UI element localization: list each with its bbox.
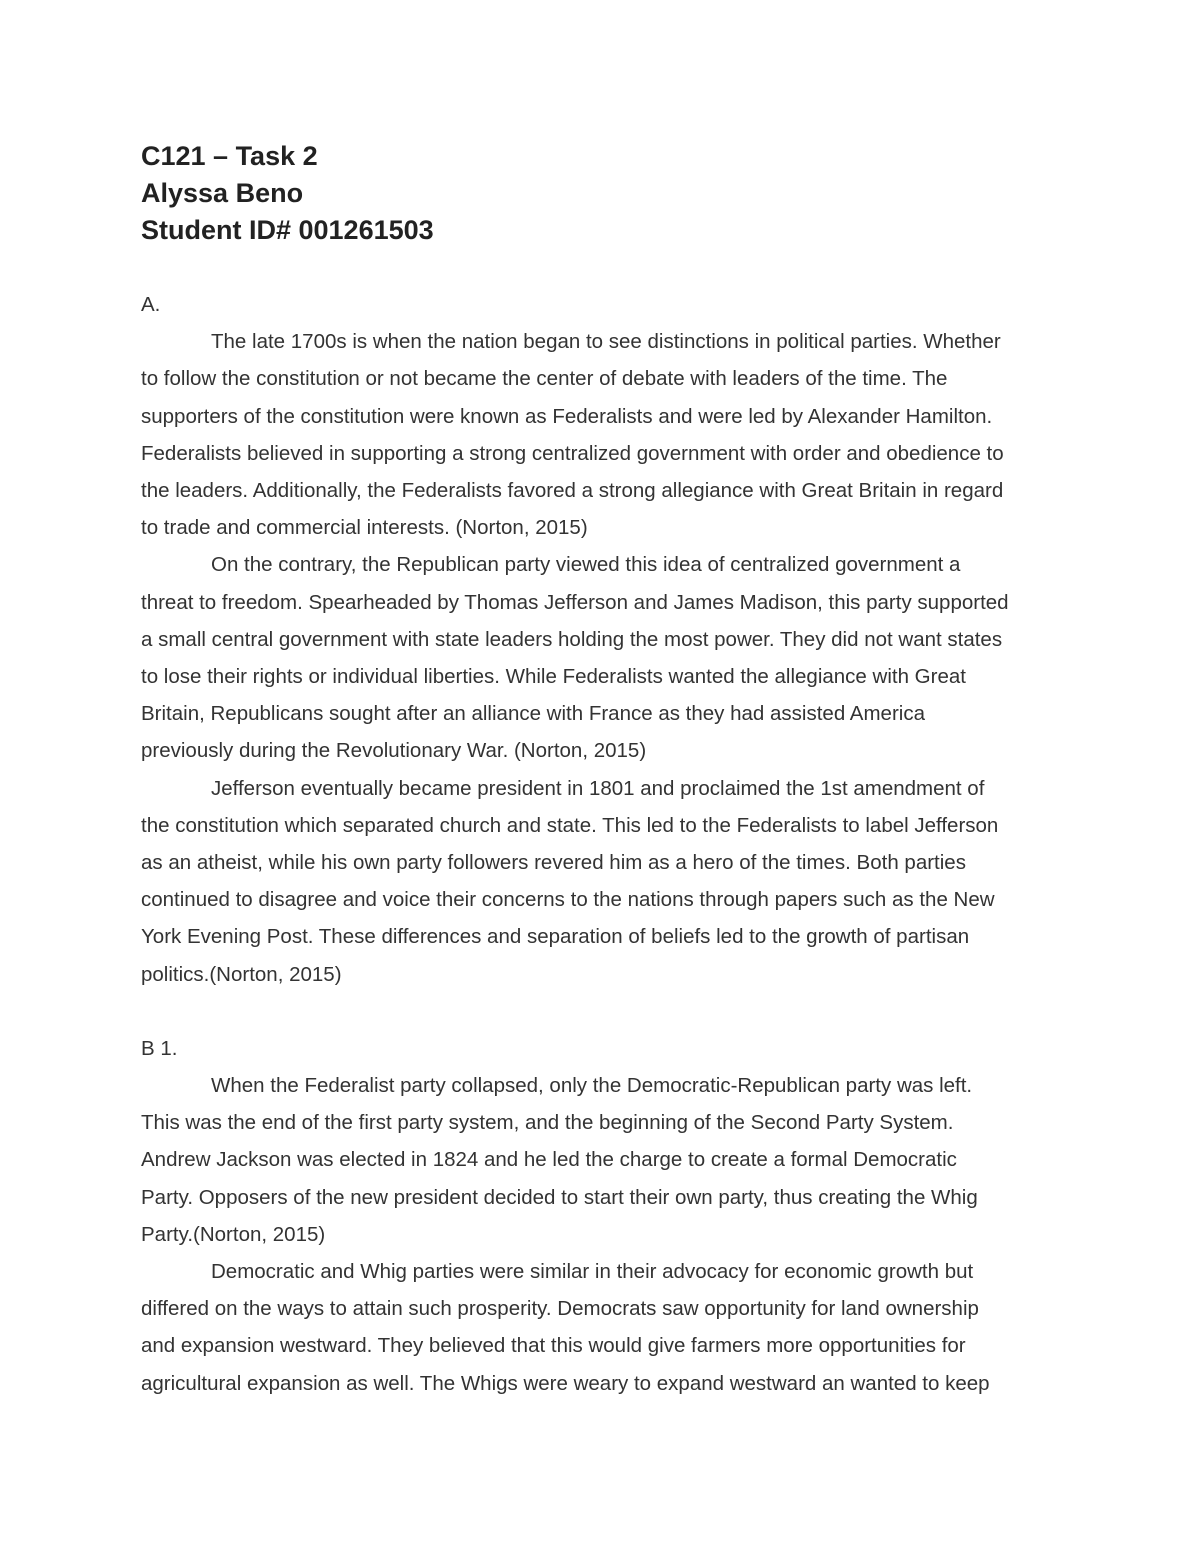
paragraph — [141, 1067, 1061, 1253]
paragraph-line: supporters of the constitution were known as Federalists and were led by Alexander Hamilton. — [141, 404, 993, 428]
student-id: Student ID# 001261503 — [141, 215, 434, 245]
paragraph-line: Andrew Jackson was elected in 1824 and he led the charge to create a formal Democratic — [141, 1148, 957, 1172]
paragraph-line: Jefferson eventually became president in 1801 and proclaimed the 1st amendment of — [211, 776, 985, 800]
paragraph-line: to lose their rights or individual liberties. While Federalists wanted the allegiance with Great — [141, 665, 966, 689]
paragraph — [141, 323, 1061, 546]
paragraph-line: a small central government with state leaders holding the most power. They did not want states — [141, 627, 1003, 651]
paragraph-line: On the contrary, the Republican party viewed this idea of centralized government a — [211, 553, 961, 577]
paragraph-line: York Evening Post. These differences and separation of beliefs led to the growth of partisan — [141, 925, 970, 949]
paragraph-line: threat to freedom. Spearheaded by Thomas Jefferson and James Madison, this party supported — [141, 590, 1009, 614]
section-a-label: A. — [141, 293, 161, 316]
section-b1-body — [141, 1067, 1061, 1402]
paragraph — [141, 1253, 1061, 1402]
paragraph-line: continued to disagree and voice their concerns to the nations through papers such as the New — [141, 888, 995, 912]
paragraph-line: Democratic and Whig parties were similar in their advocacy for economic growth but — [211, 1260, 974, 1284]
paragraph-line: to trade and commercial interests. (Norton, 2015) — [141, 516, 588, 540]
paragraph-line: This was the end of the first party system, and the beginning of the Second Party System. — [141, 1111, 954, 1135]
section-a-body — [141, 323, 1061, 993]
paragraph-line: When the Federalist party collapsed, only the Democratic-Republican party was left. — [211, 1074, 973, 1098]
paragraph-line: to follow the constitution or not became the center of debate with leaders of the time. The — [141, 367, 948, 391]
paragraph-line: Party. Opposers of the new president decided to start their own party, thus creating the Whig — [141, 1185, 978, 1209]
paragraph-line: as an atheist, while his own party followers revered him as a hero of the times. Both parties — [141, 851, 966, 875]
document-page — [141, 138, 1061, 1402]
paragraph-line: differed on the ways to attain such prosperity. Democrats saw opportunity for land ownership — [141, 1297, 979, 1321]
paragraph-line: agricultural expansion as well. The Whigs were weary to expand westward an wanted to keep — [141, 1371, 990, 1395]
paragraph-line: The late 1700s is when the nation began to see distinctions in political parties. Whether — [211, 330, 1001, 354]
paragraph — [141, 546, 1061, 769]
paragraph-line: Party.(Norton, 2015) — [141, 1222, 326, 1246]
paragraph-line: the constitution which separated church and state. This led to the Federalists to label Jefferson — [141, 813, 999, 837]
paragraph-line: Federalists believed in supporting a strong centralized government with order and obedience to — [141, 441, 1004, 465]
section-b1-label: B 1. — [141, 1036, 178, 1060]
paragraph-line: politics.(Norton, 2015) — [141, 962, 342, 986]
course-task-title: C121 – Task 2 — [141, 141, 318, 171]
paragraph-line: previously during the Revolutionary War. (Norton, 2015) — [141, 739, 647, 763]
spacer — [141, 249, 1061, 286]
student-name: Alyssa Beno — [141, 178, 304, 208]
paragraph — [141, 770, 1061, 993]
spacer — [141, 993, 1061, 1030]
paragraph-line: Britain, Republicans sought after an alliance with France as they had assisted America — [141, 702, 925, 726]
paragraph-line: the leaders. Additionally, the Federalists favored a strong allegiance with Great Britain in regard — [141, 479, 1004, 503]
paragraph-line: and expansion westward. They believed that this would give farmers more opportunities for — [141, 1334, 966, 1358]
